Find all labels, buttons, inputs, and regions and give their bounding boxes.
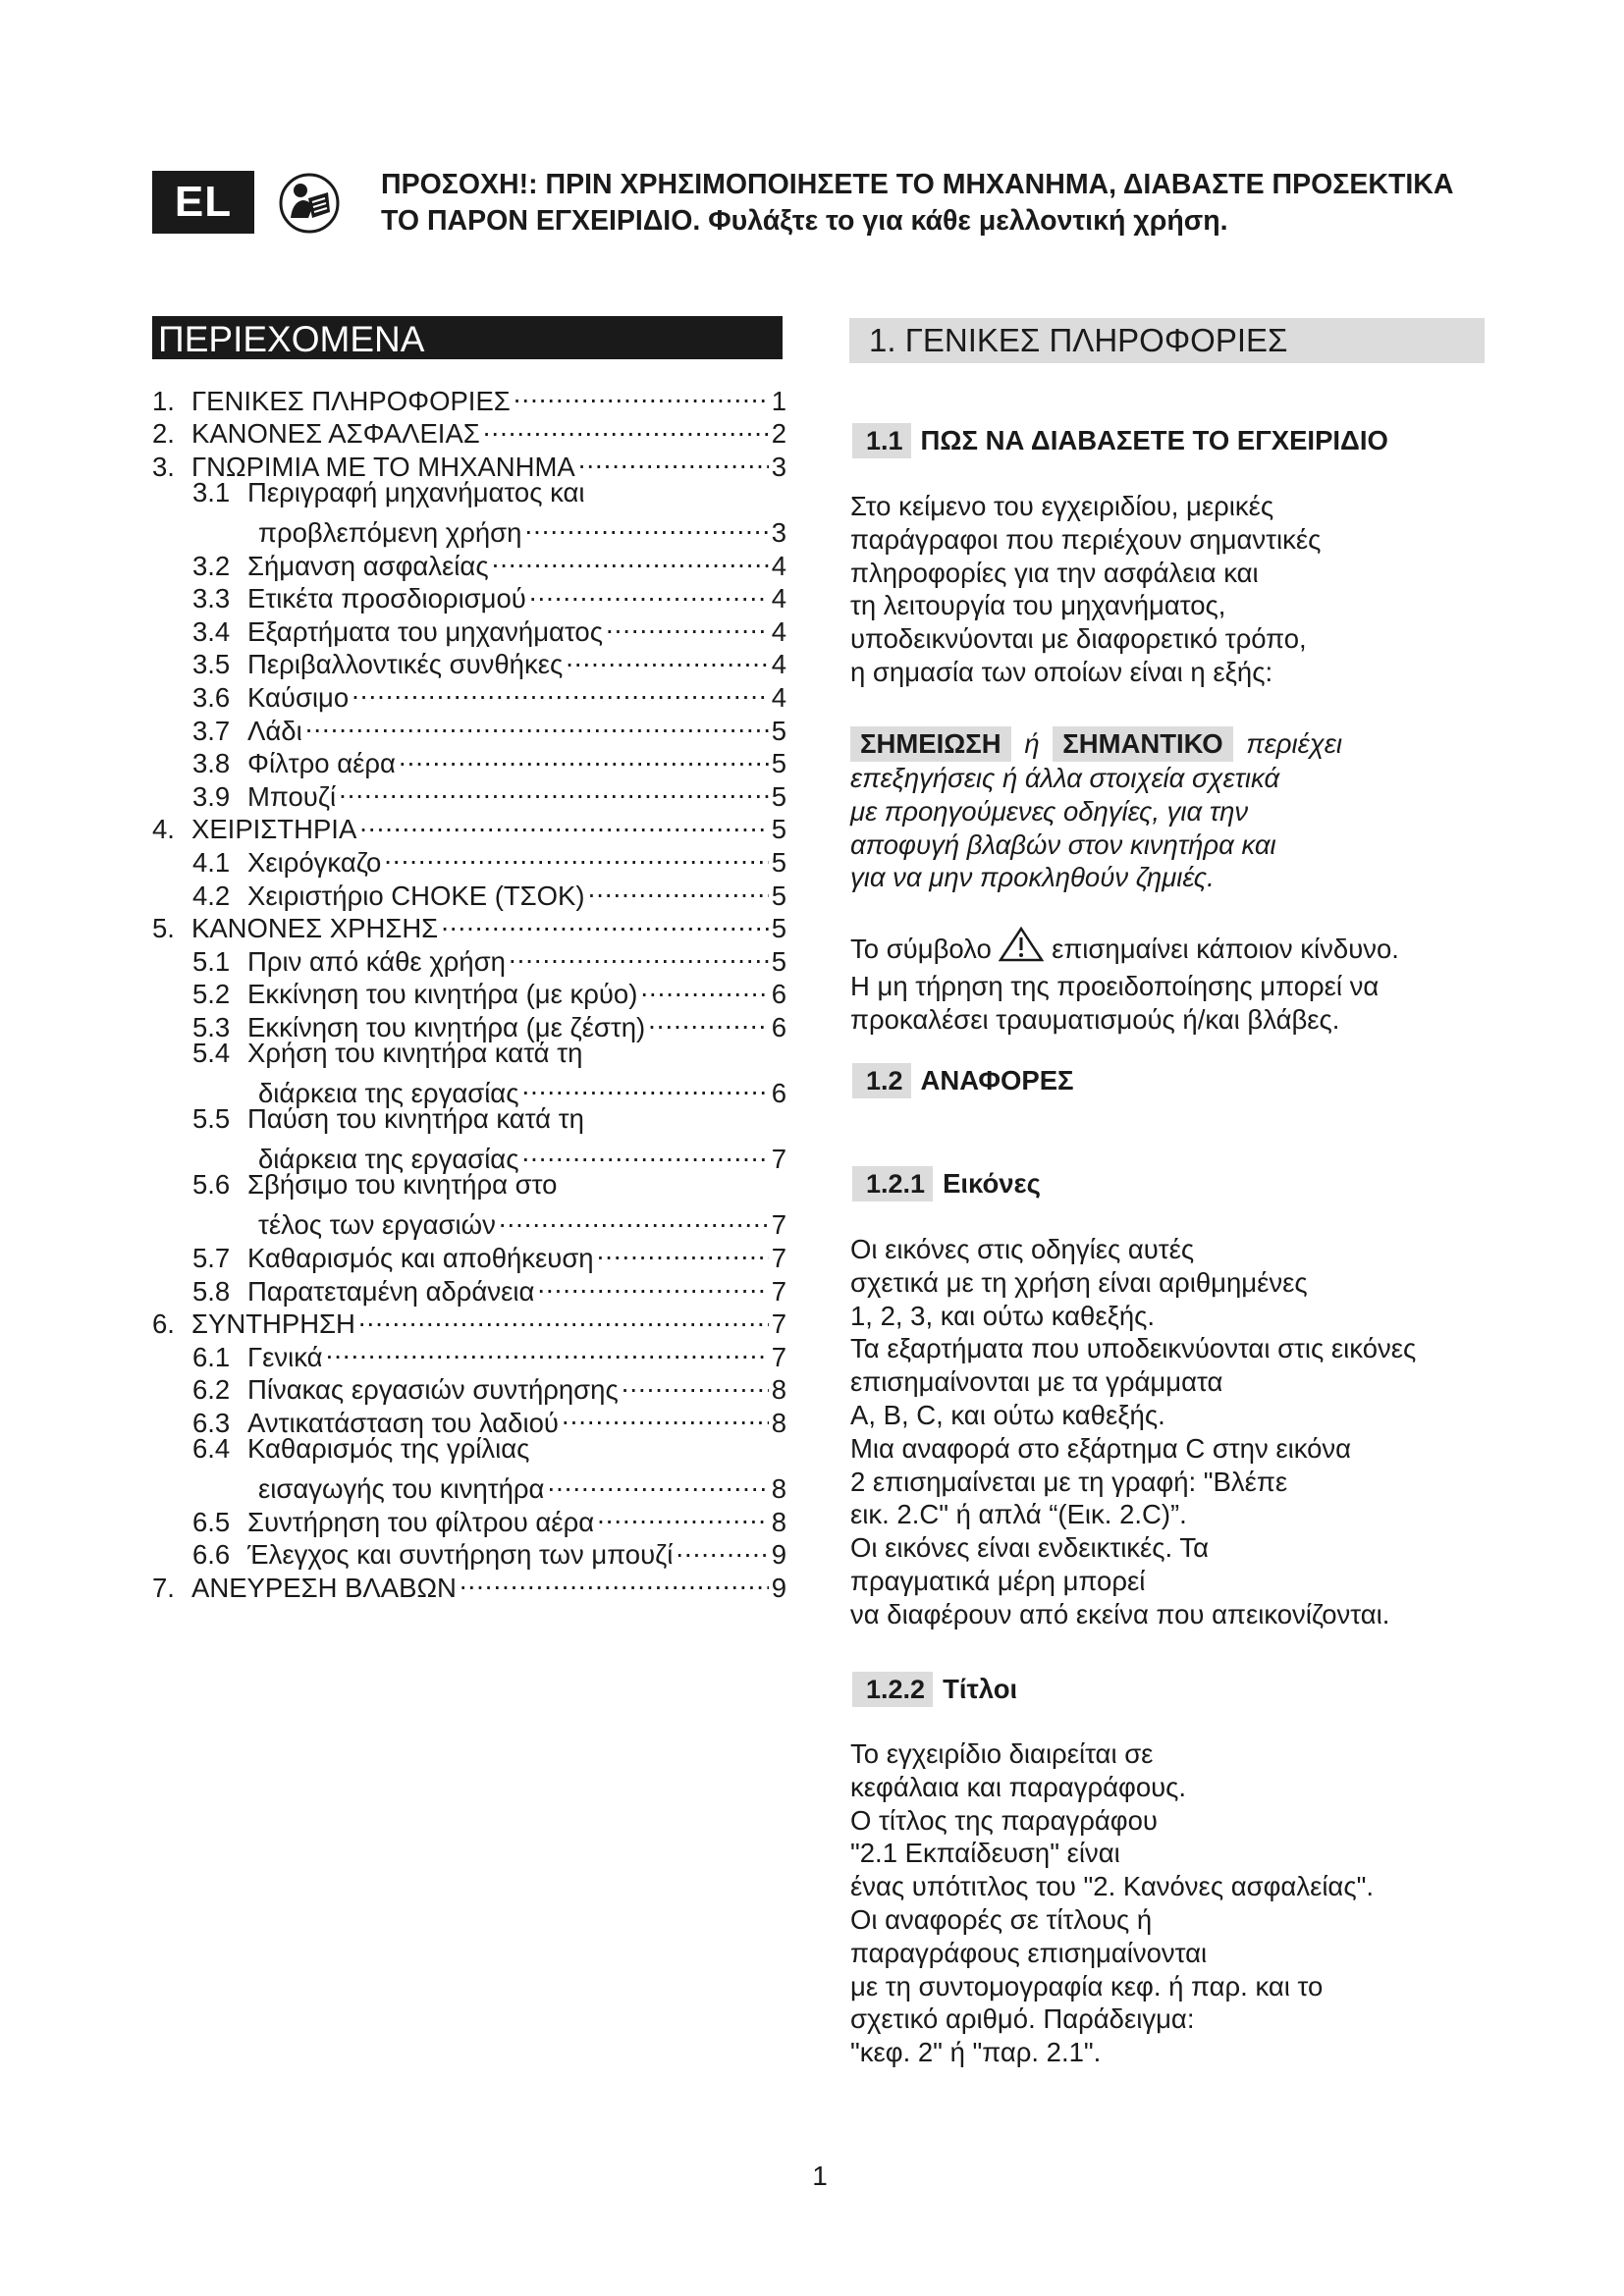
- or-word: ή: [1024, 728, 1040, 759]
- toc-entry-page: 7: [771, 1209, 786, 1241]
- toc-leader-dots: [305, 707, 769, 740]
- toc-entry-label: [152, 912, 438, 945]
- subsection-title: Εικόνες: [943, 1168, 1041, 1199]
- toc-entry-number: 5.8: [192, 1275, 231, 1307]
- toc-leader-dots: [566, 641, 768, 674]
- toc-entry: [152, 1466, 786, 1505]
- text-line: παράγραφοι που περιέχουν σημαντικές: [850, 523, 1322, 555]
- toc-entry-text: Γενικά: [247, 1341, 323, 1372]
- toc-leader-dots: [339, 773, 769, 806]
- toc-entry-number: 4.2: [192, 880, 231, 911]
- toc-entry-number: 6.1: [192, 1341, 231, 1372]
- toc-leader-dots: [492, 542, 769, 575]
- toc-entry-page: 6: [771, 979, 786, 1010]
- toc-entry-page: 4: [771, 681, 786, 713]
- subsection-title: Τίτλοι: [943, 1674, 1018, 1704]
- text-line: υποδεικνύονται με διαφορετικό τρόπο,: [850, 623, 1307, 655]
- toc-leader-dots: [352, 673, 769, 707]
- toc-entry-label: [258, 1208, 496, 1242]
- toc-leader-dots: [521, 1069, 768, 1102]
- text-line: Η μη τήρηση της προειδοποίησης μπορεί να: [850, 970, 1380, 1001]
- text-line: "2.1 Εκπαίδευση" είναι: [850, 1838, 1120, 1869]
- text-line: με προηγούμενες οδηγίες, για την: [850, 795, 1249, 827]
- toc-entry-text: ΣΥΝΤΗΡΗΣΗ: [191, 1308, 355, 1340]
- toc-leader-dots: [622, 1366, 769, 1400]
- toc-entry-text: Καύσιμο: [247, 681, 350, 713]
- toc-entry-text: Ετικέτα προσδιορισμού: [247, 583, 526, 614]
- toc-entry-number: 6.5: [192, 1506, 231, 1537]
- toc-leader-dots: [578, 443, 769, 476]
- toc-entry-label: [192, 1242, 594, 1275]
- text-line: A, B, C, και ούτω καθεξής.: [850, 1399, 1165, 1430]
- text-line: Το εγχειρίδιο διαιρείται σε: [850, 1738, 1154, 1769]
- warning-line-2: ΤΟ ΠΑΡΟΝ ΕΓΧΕΙΡΙΔΙΟ. Φυλάξτε το για κάθε μελλοντική χρήση.: [381, 205, 1228, 237]
- toc-entry-text: Παρατεταμένη αδράνεια: [247, 1275, 535, 1307]
- toc-entry-text: Περιβαλλοντικές συνθήκες: [247, 649, 564, 680]
- toc-entry-page: 4: [771, 550, 786, 581]
- toc-leader-dots: [509, 937, 769, 971]
- toc-entry-text: εισαγωγής του κινητήρα: [258, 1473, 545, 1505]
- toc-entry-text: Σήμανση ασφαλείας: [247, 550, 489, 581]
- toc-entry-number: 3.6: [192, 681, 231, 713]
- symbol-post: επισημαίνει κάποιον κίνδυνο.: [1052, 934, 1399, 964]
- text-line: Τα εξαρτήματα που υποδεικνύονται στις εικόνες: [850, 1333, 1417, 1364]
- toc-entry-number: 5.6: [192, 1169, 231, 1201]
- toc-entry-page: 5: [771, 715, 786, 746]
- text-line: προκαλέσει τραυματισμούς ή/και βλάβες.: [850, 1003, 1340, 1035]
- toc-entry-number: 5.3: [192, 1011, 231, 1042]
- toc-entry-number: 3.2: [192, 550, 231, 581]
- toc-entry-text: Χειρόγκαζο: [247, 846, 382, 878]
- toc-leader-dots: [483, 410, 769, 444]
- toc-entry-number: 4.: [152, 814, 175, 845]
- toc-entry-number: 3.9: [192, 780, 231, 812]
- toc-entry-label: [192, 615, 603, 649]
- toc-leader-dots: [326, 1333, 769, 1366]
- toc-entry: [152, 508, 786, 548]
- toc-entry-number: 3.4: [192, 615, 231, 647]
- toc-entry: [152, 1432, 786, 1466]
- toc-entry-page: 8: [771, 1473, 786, 1505]
- toc-entry-text: ΧΕΙΡΙΣΤΗΡΙΑ: [191, 814, 357, 845]
- page-number: 1: [812, 2161, 828, 2191]
- toc-entry-number: 1.: [152, 385, 175, 416]
- text-line: "κεφ. 2" ή "παρ. 2.1".: [850, 2037, 1102, 2068]
- toc-entry-label: [192, 1432, 529, 1466]
- toc-entry-number: 5.7: [192, 1243, 231, 1274]
- toc-entry-number: 5.2: [192, 979, 231, 1010]
- toc-entry-page: 8: [771, 1374, 786, 1406]
- toc-entry-label: [152, 813, 356, 846]
- toc-entry: [152, 1069, 786, 1109]
- text-line: σχετικά με τη χρήση είναι αριθμημένες: [850, 1266, 1308, 1298]
- toc-entry-page: 9: [771, 1572, 786, 1603]
- subsection-number: 1.2.2: [852, 1672, 933, 1707]
- toc-leader-dots: [358, 1301, 769, 1334]
- toc-entry-text: Χειριστήριο CHOKE (ΤΣΟΚ): [247, 880, 585, 911]
- toc-entry-number: 6.: [152, 1308, 175, 1340]
- toc-entry-label: [192, 582, 526, 615]
- toc-entry-text: Έλεγχος και συντήρηση των μπουζί: [247, 1539, 674, 1571]
- toc-entry-text: Συντήρηση του φίλτρου αέρα: [247, 1506, 595, 1537]
- toc-entry-text: ΓΝΩΡΙΜΙΑ ΜΕ ΤΟ ΜΗΧΑΝΗΜΑ: [191, 451, 575, 482]
- toc-entry-number: 3.7: [192, 715, 231, 746]
- toc-entry-label: [192, 1373, 619, 1407]
- toc-leader-dots: [521, 1136, 768, 1169]
- important-label: ΣΗΜΑΝΤΙΚΟ: [1053, 726, 1232, 762]
- toc-entry-label: [192, 1102, 584, 1136]
- text-line: εικ. 2.C" ή απλά “(Εικ. 2.C)”.: [850, 1499, 1187, 1530]
- table-of-contents: [152, 377, 786, 1603]
- toc-entry-page: 4: [771, 583, 786, 614]
- toc-leader-dots: [648, 1003, 769, 1037]
- toc-entry: [152, 1201, 786, 1241]
- toc-entry-text: ΚΑΝΟΝΕΣ ΑΣΦΑΛΕΙΑΣ: [191, 418, 480, 450]
- warning-line-1: ΠΡΟΣΟΧΗ!: ΠΡΙΝ ΧΡΗΣΙΜΟΠΟΙΗΣΕΤΕ ΤΟ ΜΗΧΑΝΗΜΑ, ΔΙΑΒΑΣΤΕ ΠΡΟΣΕΚΤΙΚΑ: [381, 169, 1454, 200]
- subsection-title: ΑΝΑΦΟΡΕΣ: [920, 1065, 1074, 1095]
- toc-entry-label: [192, 1341, 323, 1374]
- toc-entry-number: 6.3: [192, 1408, 231, 1438]
- toc-entry-text: Αντικατάσταση του λαδιού: [247, 1408, 559, 1438]
- text-line: Οι αναφορές σε τίτλους ή: [850, 1903, 1153, 1935]
- toc-entry-page: 5: [771, 880, 786, 911]
- toc-entry-label: [192, 945, 506, 979]
- manual-reading-icon: [279, 173, 340, 234]
- subsection-title: ΠΩΣ ΝΑ ΔΙΑΒΑΣΕΤΕ ΤΟ ΕΓΧΕΙΡΙΔΙΟ: [920, 425, 1388, 455]
- toc-leader-dots: [514, 377, 769, 410]
- toc-entry-label: [192, 715, 302, 748]
- language-badge: EL: [152, 171, 254, 234]
- toc-leader-dots: [676, 1531, 768, 1565]
- toc-entry-text: ΑΝΕΥΡΕΣΗ ΒΛΑΒΩΝ: [191, 1572, 457, 1603]
- toc-entry-label: [192, 846, 381, 880]
- toc-leader-dots: [384, 838, 768, 872]
- toc-entry-label: [192, 1037, 582, 1070]
- toc-entry-text: Φίλτρο αέρα: [247, 748, 396, 779]
- toc-leader-dots: [524, 508, 768, 542]
- text-line: η σημασία των οποίων είναι η εξής:: [850, 656, 1273, 687]
- toc-entry: [152, 1136, 786, 1175]
- toc-entry-number: 5.: [152, 913, 175, 944]
- toc-entry-text: Εξαρτήματα του μηχανήματος: [247, 615, 603, 647]
- toc-entry: [152, 1168, 786, 1201]
- text-line: Ο τίτλος της παραγράφου: [850, 1804, 1158, 1836]
- toc-entry-number: 3.8: [192, 748, 231, 779]
- subsection-1-2-2-heading: [852, 1672, 1017, 1707]
- toc-entry-label: [192, 978, 637, 1011]
- toc-entry-text: τέλος των εργασιών: [258, 1209, 496, 1241]
- toc-entry-page: 4: [771, 649, 786, 680]
- toc-entry-label: [192, 476, 585, 509]
- toc-entry-text: Καθαρισμός της γρίλιας: [247, 1433, 530, 1464]
- toc-entry-label: [152, 1572, 457, 1605]
- text-line: Μια αναφορά στο εξάρτημα C στην εικόνα: [850, 1432, 1352, 1464]
- toc-entry-text: Μπουζί: [247, 780, 337, 812]
- toc-leader-dots: [460, 1564, 769, 1597]
- toc-leader-dots: [597, 1498, 769, 1531]
- toc-leader-dots: [562, 1399, 769, 1432]
- toc-leader-dots: [537, 1267, 768, 1301]
- symbol-pre: Το σύμβολο: [850, 934, 992, 964]
- toc-leader-dots: [606, 608, 769, 641]
- toc-entry-number: 6.2: [192, 1374, 231, 1406]
- toc-entry-label: [192, 1506, 594, 1539]
- toc-entry-label: [192, 550, 489, 583]
- text-line: κεφάλαια και παραγράφους.: [850, 1771, 1187, 1802]
- toc-entry-text: Πριν από κάθε χρήση: [247, 945, 506, 977]
- toc-entry-page: 7: [771, 1308, 786, 1340]
- warning-triangle-icon: [999, 927, 1044, 970]
- toc-entry-page: 1: [771, 385, 786, 416]
- intro-paragraph: [850, 490, 1538, 689]
- text-line: Οι εικόνες είναι ενδεικτικές. Τα: [850, 1532, 1210, 1564]
- toc-entry-number: 5.5: [192, 1103, 231, 1135]
- toc-entry-page: 8: [771, 1408, 786, 1438]
- text-line: σχετικό αριθμό. Παράδειγμα:: [850, 2003, 1195, 2035]
- text-line: Οι εικόνες στις οδηγίες αυτές: [850, 1234, 1195, 1264]
- text-line: παραγράφους επισημαίνονται: [850, 1937, 1208, 1968]
- text-line: 2 επισημαίνεται με τη γραφή: "Βλέπε: [850, 1466, 1288, 1497]
- toc-entry-number: 3.1: [192, 476, 231, 507]
- toc-entry-number: 6.4: [192, 1433, 231, 1464]
- toc-entry-number: 7.: [152, 1572, 175, 1603]
- safety-warning: [381, 167, 1510, 240]
- toc-entry-text: Εκκίνηση του κινητήρα (με ζέστη): [247, 1011, 646, 1042]
- toc-entry: [152, 1037, 786, 1070]
- text-line: 1, 2, 3, και ούτω καθεξής.: [850, 1300, 1156, 1331]
- toc-entry-number: 3.: [152, 451, 175, 482]
- toc-entry-text: Λάδι: [247, 715, 302, 746]
- toc-entry-text: προβλεπόμενη χρήση: [258, 516, 522, 548]
- toc-entry-number: 3.5: [192, 649, 231, 680]
- toc-entry-page: 8: [771, 1506, 786, 1537]
- toc-entry-page: 7: [771, 1243, 786, 1274]
- subsection-1-2-heading: [852, 1063, 1074, 1098]
- toc-entry-page: 4: [771, 615, 786, 647]
- subsection-number: 1.2: [852, 1063, 911, 1098]
- toc-entry-text: Παύση του κινητήρα κατά τη: [247, 1103, 584, 1135]
- toc-title: ΠΕΡΙΕΧΟΜΕΝΑ: [152, 316, 783, 359]
- toc-entry-label: [258, 1472, 544, 1506]
- toc-entry-text: ΚΑΝΟΝΕΣ ΧΡΗΣΗΣ: [191, 913, 439, 944]
- toc-entry-page: 6: [771, 1011, 786, 1042]
- toc-entry-text: Χρήση του κινητήρα κατά τη: [247, 1037, 583, 1068]
- toc-entry-page: 7: [771, 1144, 786, 1175]
- toc-entry-label: [192, 1168, 557, 1201]
- text-line: με τη συντομογραφία κεφ. ή παρ. και το: [850, 1970, 1324, 2002]
- text-line: πραγματικά μέρη μπορεί: [850, 1565, 1146, 1596]
- toc-entry: [152, 1102, 786, 1136]
- toc-leader-dots: [588, 872, 769, 905]
- toc-entry-label: [152, 417, 480, 451]
- toc-entry-number: 6.6: [192, 1539, 231, 1571]
- toc-entry-number: 5.4: [192, 1037, 231, 1068]
- text-line: να διαφέρουν από εκείνα που απεικονίζονται.: [850, 1598, 1390, 1629]
- toc-entry-label: [192, 780, 336, 814]
- toc-entry-text: Σβήσιμο του κινητήρα στο: [247, 1169, 558, 1201]
- toc-entry-page: 9: [771, 1539, 786, 1571]
- text-line: Στο κείμενο του εγχειριδίου, μερικές: [850, 491, 1274, 521]
- figures-paragraph: [850, 1233, 1538, 1631]
- toc-entry-page: 5: [771, 913, 786, 944]
- text-line: επεξηγήσεις ή άλλα στοιχεία σχετικά: [850, 763, 1280, 793]
- text-line: ένας υπότιτλος του "2. Κανόνες ασφαλείας".: [850, 1871, 1374, 1902]
- toc-leader-dots: [640, 971, 768, 1004]
- titles-paragraph: [850, 1737, 1538, 2069]
- toc-leader-dots: [547, 1466, 768, 1499]
- toc-entry-page: 7: [771, 1341, 786, 1372]
- note-tail: περιέχει: [1246, 728, 1342, 759]
- toc-entry: [152, 476, 786, 509]
- toc-entry-text: Καθαρισμός και αποθήκευση: [247, 1243, 594, 1274]
- text-line: πληροφορίες για την ασφάλεια και: [850, 557, 1259, 588]
- subsection-number: 1.2.1: [852, 1166, 933, 1201]
- section-1-title: 1. ΓΕΝΙΚΕΣ ΠΛΗΡΟΦΟΡΙΕΣ: [849, 318, 1485, 363]
- toc-entry-text: διάρκεια της εργασίας: [258, 1078, 519, 1109]
- toc-entry-page: 5: [771, 846, 786, 878]
- text-line: αποφυγή βλαβών στον κινητήρα και: [850, 828, 1276, 860]
- toc-entry-page: 2: [771, 418, 786, 450]
- toc-entry-number: 4.1: [192, 846, 231, 878]
- text-line: επισημαίνονται με τα γράμματα: [850, 1366, 1223, 1398]
- subsection-number: 1.1: [852, 423, 911, 458]
- toc-entry: [152, 377, 786, 416]
- toc-entry-number: 2.: [152, 418, 175, 450]
- toc-entry-label: [258, 516, 521, 550]
- toc-entry-page: 5: [771, 945, 786, 977]
- toc-entry-page: 7: [771, 1275, 786, 1307]
- note-label: ΣΗΜΕΙΩΣΗ: [850, 726, 1011, 762]
- toc-leader-dots: [399, 740, 769, 774]
- toc-leader-dots: [499, 1201, 769, 1235]
- toc-leader-dots: [441, 905, 769, 938]
- toc-entry-page: 5: [771, 814, 786, 845]
- toc-entry-number: 5.1: [192, 945, 231, 977]
- note-paragraph: [850, 726, 1538, 894]
- text-line: για να μην προκληθούν ζημιές.: [850, 862, 1215, 893]
- toc-entry-text: Εκκίνηση του κινητήρα (με κρύο): [247, 979, 638, 1010]
- toc-entry-page: 5: [771, 780, 786, 812]
- subsection-1-2-1-heading: [852, 1166, 1041, 1201]
- toc-entry-number: 3.3: [192, 583, 231, 614]
- toc-entry-text: διάρκεια της εργασίας: [258, 1144, 519, 1175]
- toc-leader-dots: [359, 806, 768, 839]
- toc-entry-text: ΓΕΝΙΚΕΣ ΠΛΗΡΟΦΟΡΙΕΣ: [191, 385, 511, 416]
- subsection-1-1-heading: [852, 423, 1388, 458]
- toc-entry-label: [152, 385, 511, 418]
- toc-entry-page: 3: [771, 516, 786, 548]
- toc-entry-text: Πίνακας εργασιών συντήρησης: [247, 1374, 619, 1406]
- danger-paragraph: [850, 927, 1538, 1036]
- toc-leader-dots: [597, 1234, 769, 1267]
- toc-entry-text: Περιγραφή μηχανήματος και: [247, 476, 585, 507]
- toc-entry-page: 5: [771, 748, 786, 779]
- toc-leader-dots: [529, 575, 769, 609]
- text-line: τη λειτουργία του μηχανήματος,: [850, 590, 1226, 621]
- toc-entry-page: 6: [771, 1078, 786, 1109]
- toc-entry-page: 3: [771, 451, 786, 482]
